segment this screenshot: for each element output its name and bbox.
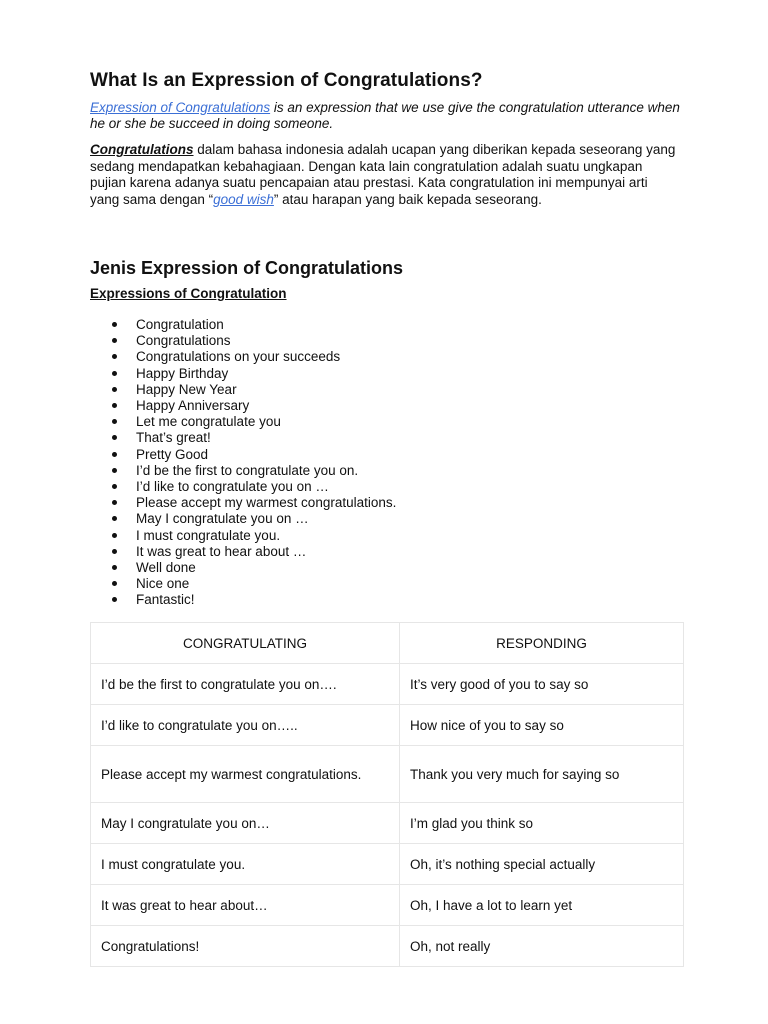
table-body xyxy=(91,664,684,967)
header-congratulating: CONGRATULATING xyxy=(91,623,400,664)
header-responding: RESPONDING xyxy=(400,623,684,664)
list-item xyxy=(90,430,396,446)
congratulating-cell: I’d like to congratulate you on….. xyxy=(91,705,400,746)
list-item xyxy=(90,511,396,527)
list-item xyxy=(90,414,396,430)
list-item xyxy=(90,333,396,349)
expression-link[interactable]: Expression of Congratulations xyxy=(90,100,271,115)
responding-cell: Thank you very much for saying so xyxy=(400,746,684,803)
list-item-text: I must congratulate you. xyxy=(136,527,281,543)
table-row xyxy=(91,664,684,705)
list-item-text: Well done xyxy=(136,560,196,576)
bullet-icon xyxy=(112,338,117,343)
list-item-text: Congratulation xyxy=(136,317,224,332)
responding-cell: It’s very good of you to say so xyxy=(400,664,684,705)
list-item-text: I’d like to congratulate you on … xyxy=(136,479,329,495)
section-title: Jenis Expression of Congratulations xyxy=(90,258,404,278)
list-item-text: Happy Anniversary xyxy=(136,398,250,414)
list-item xyxy=(90,317,396,333)
bullet-icon xyxy=(112,597,117,602)
bullet-icon xyxy=(112,565,117,570)
bullet-icon xyxy=(112,403,117,408)
responding-cell: Oh, it’s nothing special actually xyxy=(400,844,684,885)
list-item xyxy=(90,576,396,592)
congratulating-cell: I must congratulate you. xyxy=(91,844,400,885)
list-item-text: Please accept my warmest congratulations. xyxy=(136,495,397,511)
list-item-text: That’s great! xyxy=(136,430,211,446)
congratulating-cell: Please accept my warmest congratulations. xyxy=(91,746,400,803)
list-item xyxy=(90,463,396,479)
list-item xyxy=(90,382,396,398)
list-item xyxy=(90,544,396,560)
list-item xyxy=(90,447,396,463)
list-item-text: Let me congratulate you xyxy=(136,414,281,430)
list-item-text: Pretty Good xyxy=(136,446,209,462)
list-item xyxy=(90,495,396,511)
expressions-table xyxy=(90,622,684,967)
table-row xyxy=(91,746,684,803)
bullet-icon xyxy=(112,371,117,376)
table-row xyxy=(91,803,684,844)
intro-text: is an expression that we use give the congratulation utterance when he or she be succeed in doing someone. xyxy=(90,100,680,131)
bullet-icon xyxy=(112,500,117,505)
list-item-text: Congratulations on your succeeds xyxy=(136,349,341,365)
subheading: Expressions of Congratulation xyxy=(90,286,287,301)
list-item-text: Nice one xyxy=(136,576,190,592)
definition-text-2: ” atau harapan yang baik kepada seseorang. xyxy=(273,191,542,207)
bullet-icon xyxy=(112,452,117,457)
list-item xyxy=(90,398,396,414)
responding-cell: Oh, I have a lot to learn yet xyxy=(400,885,684,926)
table-row xyxy=(91,885,684,926)
list-item-text: Congratulations xyxy=(136,333,231,349)
bullet-icon xyxy=(112,549,117,554)
list-item-text: I’d be the first to congratulate you on. xyxy=(136,462,359,478)
list-item-text: Fantastic! xyxy=(136,592,195,608)
list-item xyxy=(90,479,396,495)
bullet-icon xyxy=(112,581,117,586)
expressions-list xyxy=(90,317,396,609)
definition-text-1: dalam bahasa indonesia adalah ucapan yang diberikan kepada seseorang yang sedang mendapatkan kebahagiaan. Dengan kata lain congratulation adalah suatu ungkapan pujian karena adanya suatu pencapaian atau prestasi. Kata congratulation ini mempunyai arti yang sama dengan “ xyxy=(90,142,676,207)
definition-paragraph xyxy=(90,142,680,208)
bullet-icon xyxy=(112,322,117,327)
congratulating-cell: May I congratulate you on… xyxy=(91,803,400,844)
responding-cell: How nice of you to say so xyxy=(400,705,684,746)
responding-cell: Oh, not really xyxy=(400,926,684,967)
table-row xyxy=(91,844,684,885)
bullet-icon xyxy=(112,354,117,359)
bullet-icon xyxy=(112,419,117,424)
list-item xyxy=(90,528,396,544)
list-item-text: Happy Birthday xyxy=(136,365,229,381)
definition-lead: Congratulations xyxy=(90,142,194,157)
list-item-text: Happy New Year xyxy=(136,381,237,397)
table-row xyxy=(91,926,684,967)
list-item-text: May I congratulate you on … xyxy=(136,511,309,527)
congratulating-cell: Congratulations! xyxy=(91,926,400,967)
bullet-icon xyxy=(112,468,117,473)
list-item xyxy=(90,366,396,382)
bullet-icon xyxy=(112,387,117,392)
bullet-icon xyxy=(112,435,117,440)
list-item xyxy=(90,560,396,576)
list-item-text: It was great to hear about … xyxy=(136,543,307,559)
bullet-icon xyxy=(112,533,117,538)
good-wish-link[interactable]: good wish xyxy=(213,191,274,207)
congratulating-cell: I’d be the first to congratulate you on…. xyxy=(91,664,400,705)
table-row xyxy=(91,705,684,746)
page-title: What Is an Expression of Congratulations? xyxy=(90,70,483,91)
bullet-icon xyxy=(112,516,117,521)
bullet-icon xyxy=(112,484,117,489)
intro-paragraph xyxy=(90,100,690,132)
list-item xyxy=(90,349,396,365)
list-item xyxy=(90,592,396,608)
responding-cell: I’m glad you think so xyxy=(400,803,684,844)
congratulating-cell: It was great to hear about… xyxy=(91,885,400,926)
table-header-row xyxy=(91,623,684,664)
